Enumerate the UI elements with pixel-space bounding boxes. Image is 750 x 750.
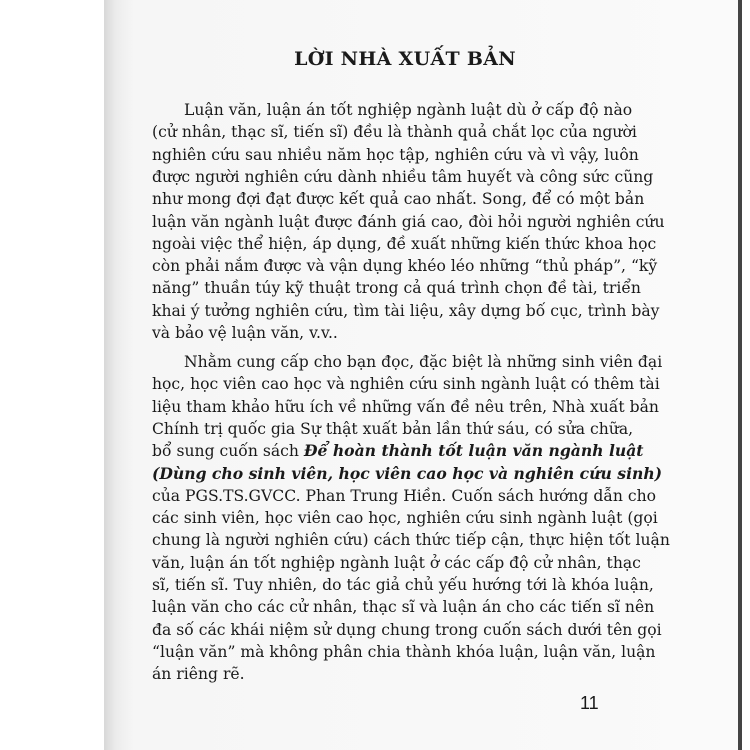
- book-title: Để hoàn thành tốt luận văn ngành luật: [303, 441, 644, 461]
- text-line: học, học viên cao học và nghiên cứu sinh ngành luật có thêm tài: [152, 375, 660, 394]
- text-line: (cử nhân, thạc sĩ, tiến sĩ) đều là thành quả chắt lọc của người: [152, 123, 637, 142]
- page-title: [0, 48, 750, 70]
- text-line: án riêng rẽ.: [152, 665, 245, 684]
- text-line: liệu tham khảo hữu ích về những vấn đề nêu trên, Nhà xuất bản: [152, 397, 659, 416]
- page-number: 11: [580, 693, 599, 713]
- text-line: Chính trị quốc gia Sự thật xuất bản lần thứ sáu, có sửa chữa,: [152, 419, 634, 438]
- text-line: [152, 441, 644, 461]
- text-run: bổ sung cuốn sách: [152, 442, 304, 461]
- text-line: chung là người nghiên cứu) cách thức tiếp cận, thực hiện tốt luận: [152, 531, 670, 550]
- text-line: như mong đợi đạt được kết quả cao nhất. Song, để có một bản: [152, 190, 645, 209]
- text-line: Luận văn, luận án tốt nghiệp ngành luật dù ở cấp độ nào: [184, 101, 633, 119]
- text-line: khai ý tưởng nghiên cứu, tìm tài liệu, xây dựng bố cục, trình bày: [152, 301, 660, 320]
- text-line: “luận văn” mà không phân chia thành khóa luận, luận văn, luận: [152, 642, 656, 661]
- text-line: luận văn cho các cử nhân, thạc sĩ và luận án cho các tiến sĩ nên: [152, 598, 655, 617]
- text-line: Nhằm cung cấp cho bạn đọc, đặc biệt là những sinh viên đại: [184, 353, 663, 371]
- text-line: được người nghiên cứu dành nhiều tâm huyết và công sức cũng: [152, 167, 654, 186]
- book-subtitle: (Dùng cho sinh viên, học viên cao học và nghiên cứu sinh): [152, 463, 663, 483]
- page-edge: [738, 0, 742, 750]
- text-line: nghiên cứu sau nhiều năm học tập, nghiên cứu và vì vậy, luôn: [152, 145, 639, 164]
- text-line: còn phải nắm được và vận dụng khéo léo những “thủ pháp”, “kỹ: [152, 257, 658, 276]
- heading-text: LỜI NHÀ XUẤT BẢN: [294, 48, 516, 70]
- text-line: và bảo vệ luận văn, v.v..: [152, 324, 338, 342]
- text-line: ngoài việc thể hiện, áp dụng, đề xuất những kiến thức khoa học: [152, 234, 657, 253]
- text-line: các sinh viên, học viên cao học, nghiên cứu sinh ngành luật (gọi: [152, 509, 658, 528]
- text-line: văn, luận án tốt nghiệp ngành luật ở các cấp độ cử nhân, thạc: [152, 553, 641, 572]
- text-line: của PGS.TS.GVCC. Phan Trung Hiền. Cuốn sách hướng dẫn cho: [152, 486, 657, 505]
- text-line: sĩ, tiến sĩ. Tuy nhiên, do tác giả chủ yếu hướng tới là khóa luận,: [152, 576, 654, 594]
- text-line: đa số các khái niệm sử dụng chung trong cuốn sách dưới tên gọi: [152, 620, 662, 639]
- text-line: luận văn ngành luật được đánh giá cao, đòi hỏi người nghiên cứu: [152, 212, 665, 231]
- text-line: năng” thuần túy kỹ thuật trong cả quá trình chọn đề tài, triển: [152, 279, 641, 298]
